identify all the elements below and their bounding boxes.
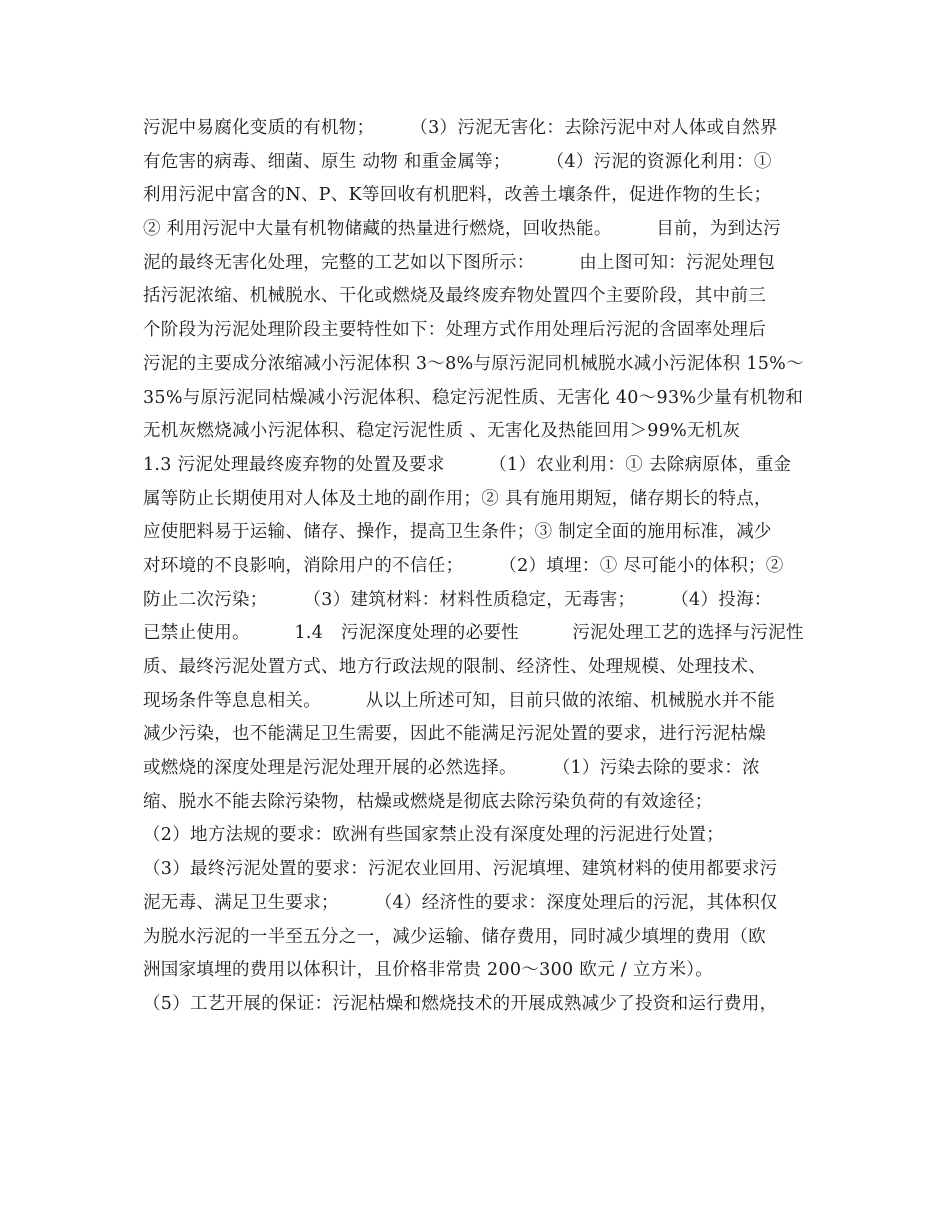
body-text: [143, 112, 843, 1022]
text-line: （5）工艺开展的保证：污泥枯燥和燃烧技术的开展成熟减少了投资和运行费用，: [143, 993, 778, 1014]
text-line: 或燃烧的深度处理是污泥处理开展的必然选择。 （1）污染去除的要求：浓: [143, 758, 760, 779]
text-line: ② 利用污泥中大量有机物储藏的热量进行燃烧，回收热能。 目前，为到达污: [143, 219, 781, 240]
text-line: 无机灰燃烧减小污泥体积、稳定污泥性质 、无害化及热能回用＞99%无机灰: [143, 421, 741, 442]
text-line: 防止二次污染； （3）建筑材料：材料性质稳定，无毒害； （4）投海：: [143, 589, 772, 610]
text-line: 属等防止长期使用对人体及土地的副作用；② 具有施用期短，储存期长的特点，: [143, 488, 772, 509]
text-line: 质、最终污泥处置方式、地方行政法规的限制、经济性、处理规模、处理技术、: [143, 657, 766, 677]
text-line: 1.3 污泥处理最终废弃物的处置及要求 （1）农业利用：① 去除病原体，重金: [143, 454, 792, 475]
text-line: 已禁止使用。 1.4 污泥深度处理的必要性 污泥处理工艺的选择与污泥性: [143, 623, 804, 644]
text-line: 括污泥浓缩、机械脱水、干化或燃烧及最终废弃物处置四个主要阶段，其中前三: [143, 286, 766, 307]
text-line: 应使肥料易于运输、储存、操作，提高卫生条件；③ 制定全面的施用标准，减少: [143, 522, 772, 543]
text-line: 为脱水污泥的一半至五分之一，减少运输、储存费用，同时减少填埋的费用（欧: [143, 926, 766, 947]
text-line: 缩、脱水不能去除污染物，枯燥或燃烧是彻底去除污染负荷的有效途径；: [143, 791, 713, 812]
text-line: 污泥的主要成分浓缩减小污泥体积 3～8%与原污泥同机械脱水减小污泥体积 15%～: [143, 353, 804, 374]
text-line: （3）最终污泥处置的要求：污泥农业回用、污泥填埋、建筑材料的使用都要求污: [143, 859, 778, 880]
text-line: 有危害的病毒、细菌、原生 动物 和重金属等； （4）污泥的资源化利用：①: [143, 151, 772, 172]
text-line: 现场条件等息息相关。 从以上所述可知，目前只做的浓缩、机械脱水并不能: [143, 690, 776, 711]
text-line: （2）地方法规的要求：欧洲有些国家禁止没有深度处理的污泥进行处置；: [143, 825, 725, 846]
text-line: 泥无毒、满足卫生要求； （4）经济性的要求：深度处理后的污泥，其体积仅: [143, 892, 778, 913]
text-line: 洲国家填埋的费用以体积计，且价格非常贵 200～300 欧元 / 立方米）。: [143, 960, 714, 981]
text-line: 35%与原污泥同枯燥减小污泥体积、稳定污泥性质、无害化 40～93%少量有机物和: [143, 387, 804, 408]
text-line: 泥的最终无害化处理，完整的工艺如以下图所示： 由上图可知：污泥处理包: [143, 252, 776, 273]
text-line: 污泥中易腐化变质的有机物； （3）污泥无害化：去除污泥中对人体或自然界: [143, 118, 778, 138]
text-line: 对环境的不良影响，消除用户的不信任； （2）填埋：① 尽可能小的体积；②: [143, 555, 784, 576]
text-line: 利用污泥中富含的N、P、K等回收有机肥料，改善土壤条件，促进作物的生长；: [143, 185, 772, 206]
text-line: 个阶段为污泥处理阶段主要特性如下：处理方式作用处理后污泥的含固率处理后: [143, 320, 766, 341]
text-line: 减少污染，也不能满足卫生需要，因此不能满足污泥处置的要求，进行污泥枯燥: [143, 724, 766, 745]
